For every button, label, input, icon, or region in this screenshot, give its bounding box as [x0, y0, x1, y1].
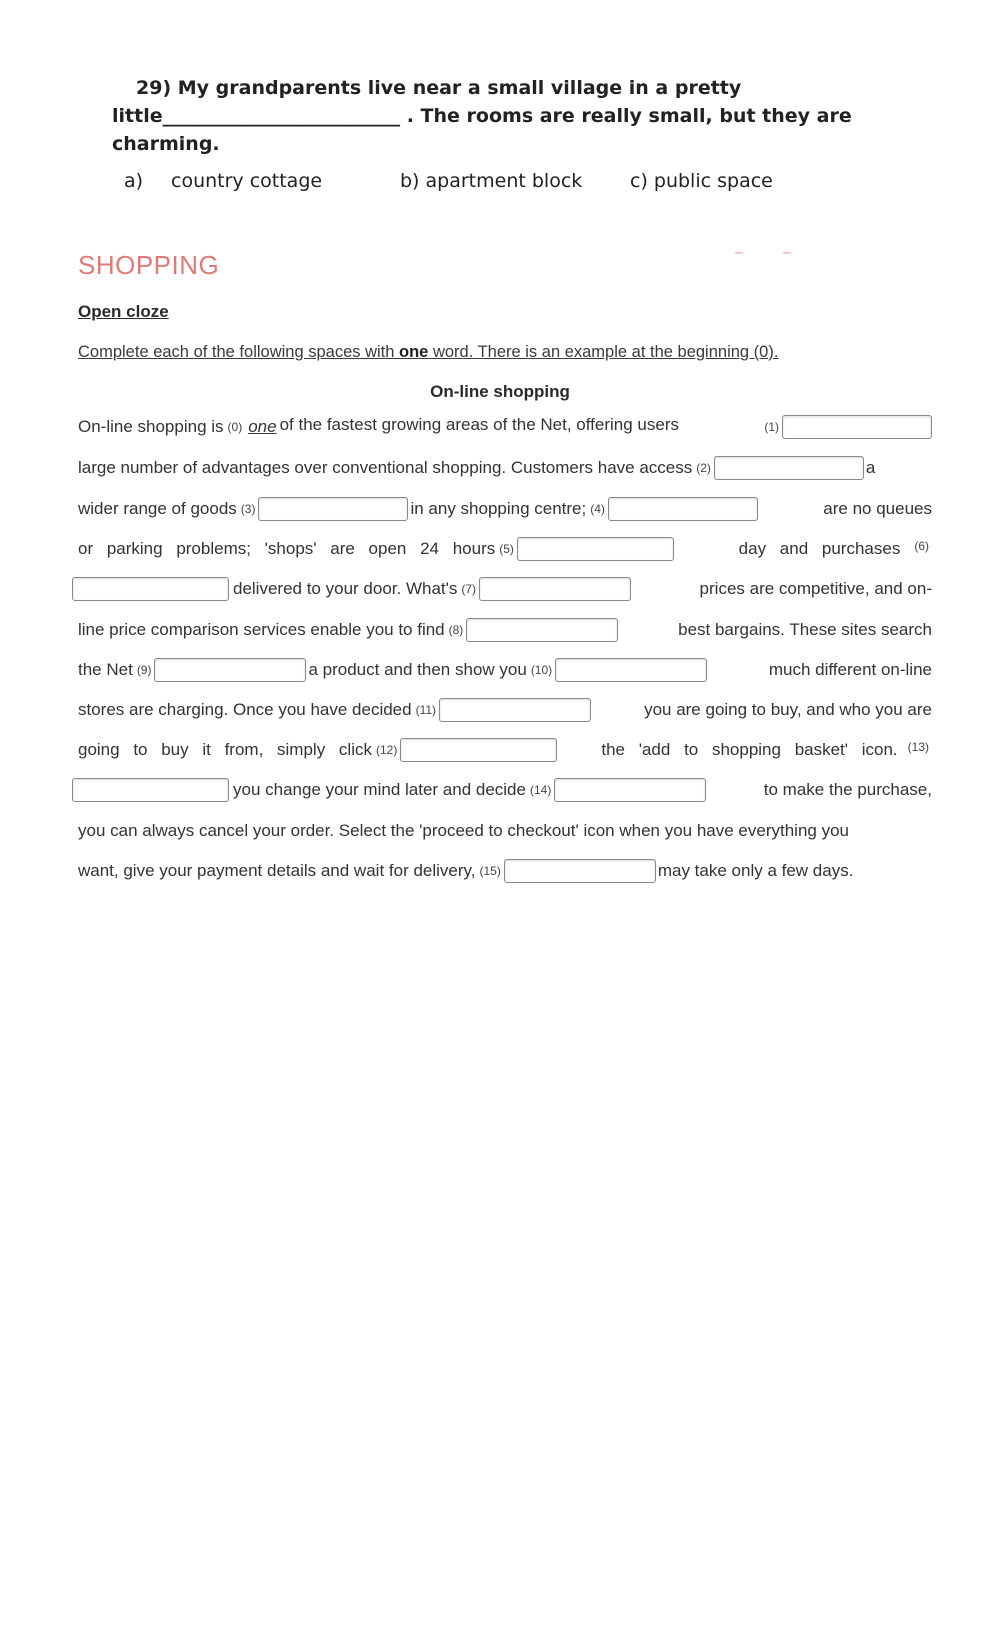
- gap-number-15: (15): [479, 864, 501, 878]
- gap-number-4: (4): [590, 502, 605, 516]
- gap-number-13: (13): [907, 740, 929, 754]
- gap-input-1[interactable]: [782, 415, 932, 439]
- text-segment-wrap: [674, 539, 932, 559]
- text-line-11: [78, 818, 932, 844]
- text-segment: you are going to buy, and who you are: [644, 700, 932, 719]
- gap-number-6: (6): [914, 539, 929, 553]
- gap-input-11[interactable]: [439, 698, 591, 722]
- text-segment: want, give your payment details and wait for delivery,: [78, 861, 476, 880]
- instruction: [78, 343, 778, 362]
- text-line-8: [78, 697, 932, 723]
- text-segment: delivered to your door. What's: [233, 579, 458, 598]
- gap-input-14[interactable]: [554, 778, 706, 802]
- gap-number-0: (0): [227, 420, 243, 434]
- text-line-10: [72, 777, 932, 803]
- question-29-line2-start: little: [112, 105, 163, 127]
- question-29-line2-end: . The rooms are really small, but they are: [406, 105, 852, 127]
- gap-input-5[interactable]: [517, 537, 674, 561]
- text-segment-wrap: [557, 740, 932, 760]
- text-segment: of the fastest growing areas of the Net, offering users: [279, 415, 679, 434]
- text-segment: On-line shopping is: [78, 417, 224, 436]
- text-segment-wrap: [280, 415, 932, 439]
- text-segment: you can always cancel your order. Select the 'proceed to checkout' icon when you have everything you: [78, 821, 850, 840]
- text-segment: line price comparison services enable you to find: [78, 620, 445, 639]
- option-a-text[interactable]: country cottage: [171, 170, 323, 192]
- text-segment: the 'add to shopping basket' icon.: [601, 740, 898, 759]
- faint-marks: [735, 252, 805, 254]
- question-29-blank: _________________________: [162, 105, 401, 127]
- gap-input-7[interactable]: [479, 577, 631, 601]
- text-segment: day and purchases: [738, 539, 901, 558]
- text-segment: are no queues: [823, 499, 932, 518]
- gap-number-7: (7): [461, 582, 477, 596]
- text-segment: much different on-line: [768, 660, 932, 679]
- section-title: SHOPPING: [78, 250, 220, 280]
- instruction-bold: one: [399, 343, 429, 361]
- gap-number-3: (3): [240, 502, 256, 516]
- gap-input-10[interactable]: [555, 658, 707, 682]
- text-segment: large number of advantages over conventional shopping. Customers have access: [78, 458, 693, 477]
- text-segment: may take only a few days.: [657, 861, 854, 880]
- gap-input-15[interactable]: [504, 859, 656, 883]
- question-29-line3: charming.: [112, 133, 220, 155]
- gap-number-11: (11): [415, 703, 437, 717]
- instruction-post: word. There is an example at the beginning (0).: [428, 343, 779, 361]
- gap-input-3[interactable]: [258, 497, 408, 521]
- gap-input-8[interactable]: [466, 618, 618, 642]
- text-segment: wider range of goods: [78, 499, 237, 518]
- option-c[interactable]: c) public space: [630, 170, 773, 192]
- gap-input-13[interactable]: [72, 778, 229, 802]
- article-title: On-line shopping: [430, 382, 570, 401]
- instruction-pre: Complete each of the following spaces with: [78, 343, 400, 361]
- text-line-4: [78, 536, 932, 562]
- text-segment: prices are competitive, and on-: [699, 579, 932, 598]
- gap-input-6[interactable]: [72, 577, 229, 601]
- text-segment: going to buy it from, simply click: [78, 740, 372, 759]
- gap-number-14: (14): [529, 783, 552, 797]
- example-answer: one: [248, 417, 277, 436]
- text-segment: a: [865, 458, 876, 477]
- text-segment: a product and then show you: [308, 660, 527, 679]
- text-line-9: [78, 737, 932, 763]
- section-subtitle: Open cloze: [78, 302, 169, 321]
- gap-number-1: (1): [764, 420, 779, 435]
- text-line-3: [78, 496, 932, 522]
- text-segment: in any shopping centre;: [410, 499, 587, 518]
- text-segment: the Net: [78, 660, 133, 679]
- gap-number-12: (12): [375, 743, 398, 757]
- gap-number-5: (5): [499, 542, 514, 556]
- gap-input-2[interactable]: [714, 456, 864, 480]
- gap-number-10: (10): [530, 663, 553, 677]
- gap-input-12[interactable]: [400, 738, 557, 762]
- text-line-1: [78, 414, 932, 440]
- text-line-6: [78, 617, 932, 643]
- text-segment: to make the purchase,: [763, 780, 932, 799]
- gap-number-9: (9): [136, 663, 152, 677]
- text-line-12: [78, 858, 932, 884]
- gap-input-9[interactable]: [154, 658, 306, 682]
- text-segment: stores are charging. Once you have decided: [78, 700, 412, 719]
- text-line-5: [72, 576, 932, 602]
- gap-input-4[interactable]: [608, 497, 758, 521]
- question-29-line2: [112, 105, 852, 127]
- text-line-7: [78, 657, 932, 683]
- text-segment: best bargains. These sites search: [678, 620, 932, 639]
- question-29-line1: 29) My grandparents live near a small village in a pretty: [136, 77, 742, 99]
- text-segment: you change your mind later and decide: [233, 780, 526, 799]
- text-line-2: [78, 455, 932, 481]
- gap-number-2: (2): [696, 461, 711, 475]
- gap-number-8: (8): [448, 623, 464, 637]
- option-b[interactable]: b) apartment block: [400, 170, 583, 192]
- option-a-letter[interactable]: a): [124, 170, 144, 192]
- text-segment: or parking problems; 'shops' are open 24 hours: [78, 539, 496, 558]
